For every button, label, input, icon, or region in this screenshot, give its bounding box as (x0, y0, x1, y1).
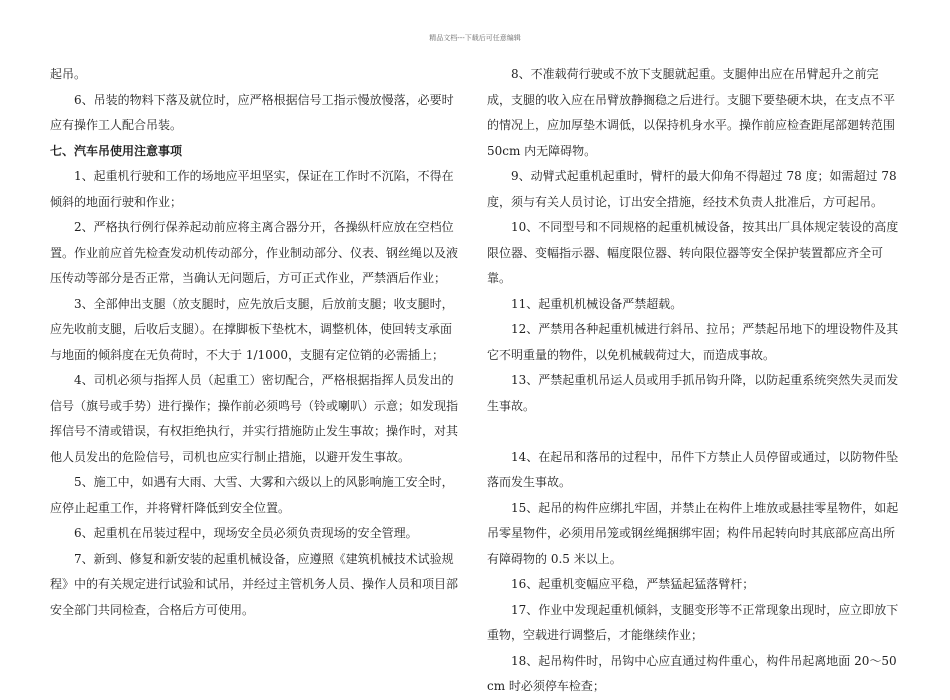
paragraph: 8、不准载荷行驶或不放下支腿就起重。支腿伸出应在吊臂起升之前完成，支腿的收入应在吊臂放静搁稳之后进行。支腿下要垫硬木块，在支点不平的情况上，应加厚垫木调低，以保持机身水平。操作前应检查距尾部廻转范围 50cm 内无障碍物。 (487, 67, 896, 158)
paragraph: 4、司机必须与指挥人员（起重工）密切配合，严格根据指挥人员发出的信号（旗号或手势）进行操作；操作前必须鸣号（铃或喇叭）示意；如发现指挥信号不清或错误，有权拒绝执行，并实行措施防止发生事故；操作时，对其他人员发出的危险信号，司机也应实行制止措施，以避开发生事故。 (50, 373, 459, 464)
paragraph: 3、全部伸出支腿（放支腿时，应先放后支腿，后放前支腿；收支腿时，应先收前支腿，后收后支腿）。在撑脚板下垫枕木，调整机体，使回转支承面与地面的倾斜度在无负荷时，不大于 1/1000，支腿有定位销的必需插上； (50, 296, 454, 362)
paragraph: 11、起重机机械设备严禁超载。 (511, 296, 683, 311)
paragraph: 7、新到、修复和新安装的起重机械设备，应遵照《建筑机械技术试验规程》中的有关规定进行试验和试吊，并经过主管机务人员、操作人员和项目部安全部门共同检查，合格后方可使用。 (50, 551, 459, 617)
left-column (50, 62, 463, 623)
paragraph: 17、作业中发现起重机倾斜，支腿变形等不正常现象出现时，应立即放下重物，空载进行调整后，才能继续作业； (487, 602, 899, 642)
paragraph: 12、严禁用各种起重机械进行斜吊、拉吊；严禁起吊地下的埋设物件及其它不明重量的物件，以免机械载荷过大，而造成事故。 (487, 322, 899, 362)
paragraph: 6、起重机在吊装过程中，现场安全员必须负责现场的安全管理。 (74, 526, 418, 540)
paragraph: 1、起重机行驶和工作的场地应平坦坚实，保证在工作时不沉陷，不得在倾斜的地面行驶和作业； (50, 169, 454, 209)
right-column (487, 62, 900, 700)
paragraph: 16、起重机变幅应平稳，严禁猛起猛落臂杆； (511, 577, 755, 591)
paragraph: 6、吊装的物料下落及就位时，应严格根据信号工指示慢放慢落，必要时应有操作工人配合吊装。 (50, 92, 454, 132)
paragraph: 2、严格执行例行保养起动前应将主离合器分开，各操纵杆应放在空档位置。作业前应首先检查发动机传动部分，作业制动部分、仪表、钢丝绳以及液压传动等部分是否正常，当确认无问题后，方可正式作业，严禁酒后作业； (50, 220, 459, 285)
spacer (487, 419, 900, 445)
paragraph: 10、不同型号和不同规格的起重机械设备，按其出厂具体规定装设的高度限位器、变幅指示器、幅度限位器、转向限位器等安全保护装置都应齐全可靠。 (487, 220, 899, 285)
page-header: 精品文档---下载后可任意编辑 (429, 34, 521, 42)
section-heading: 七、汽车吊使用注意事项 (50, 143, 183, 158)
paragraph: 起吊。 (50, 67, 87, 81)
paragraph: 5、施工中，如遇有大雨、大雪、大雾和六级以上的风影响施工安全时，应停止起重工作，并将臂杆降低到安全位置。 (50, 475, 454, 515)
paragraph: 15、起吊的构件应绑扎牢固，并禁止在构件上堆放或悬挂零星物件，如起吊零星物件，必须用吊笼或钢丝绳捆绑牢固；构件吊起转向时其底部应高出所有障碍物的 0.5 米以上。 (487, 500, 899, 566)
paragraph: 9、动臂式起重机起重时，臂杆的最大仰角不得超过 78 度；如需超过 78 度，须与有关人员讨论，订出安全措施，经技术负责人批准后，方可起吊。 (487, 169, 897, 209)
paragraph: 13、严禁起重机吊运人员或用手抓吊钩升降，以防起重系统突然失灵而发生事故。 (487, 373, 899, 413)
paragraph: 14、在起吊和落吊的过程中，吊件下方禁止人员停留或通过，以防物件坠落而发生事故。 (487, 449, 899, 489)
paragraph: 18、起吊构件时，吊钩中心应直通过构件重心，构件吊起离地面 20～50cm 时必须停车检查； (487, 653, 897, 693)
